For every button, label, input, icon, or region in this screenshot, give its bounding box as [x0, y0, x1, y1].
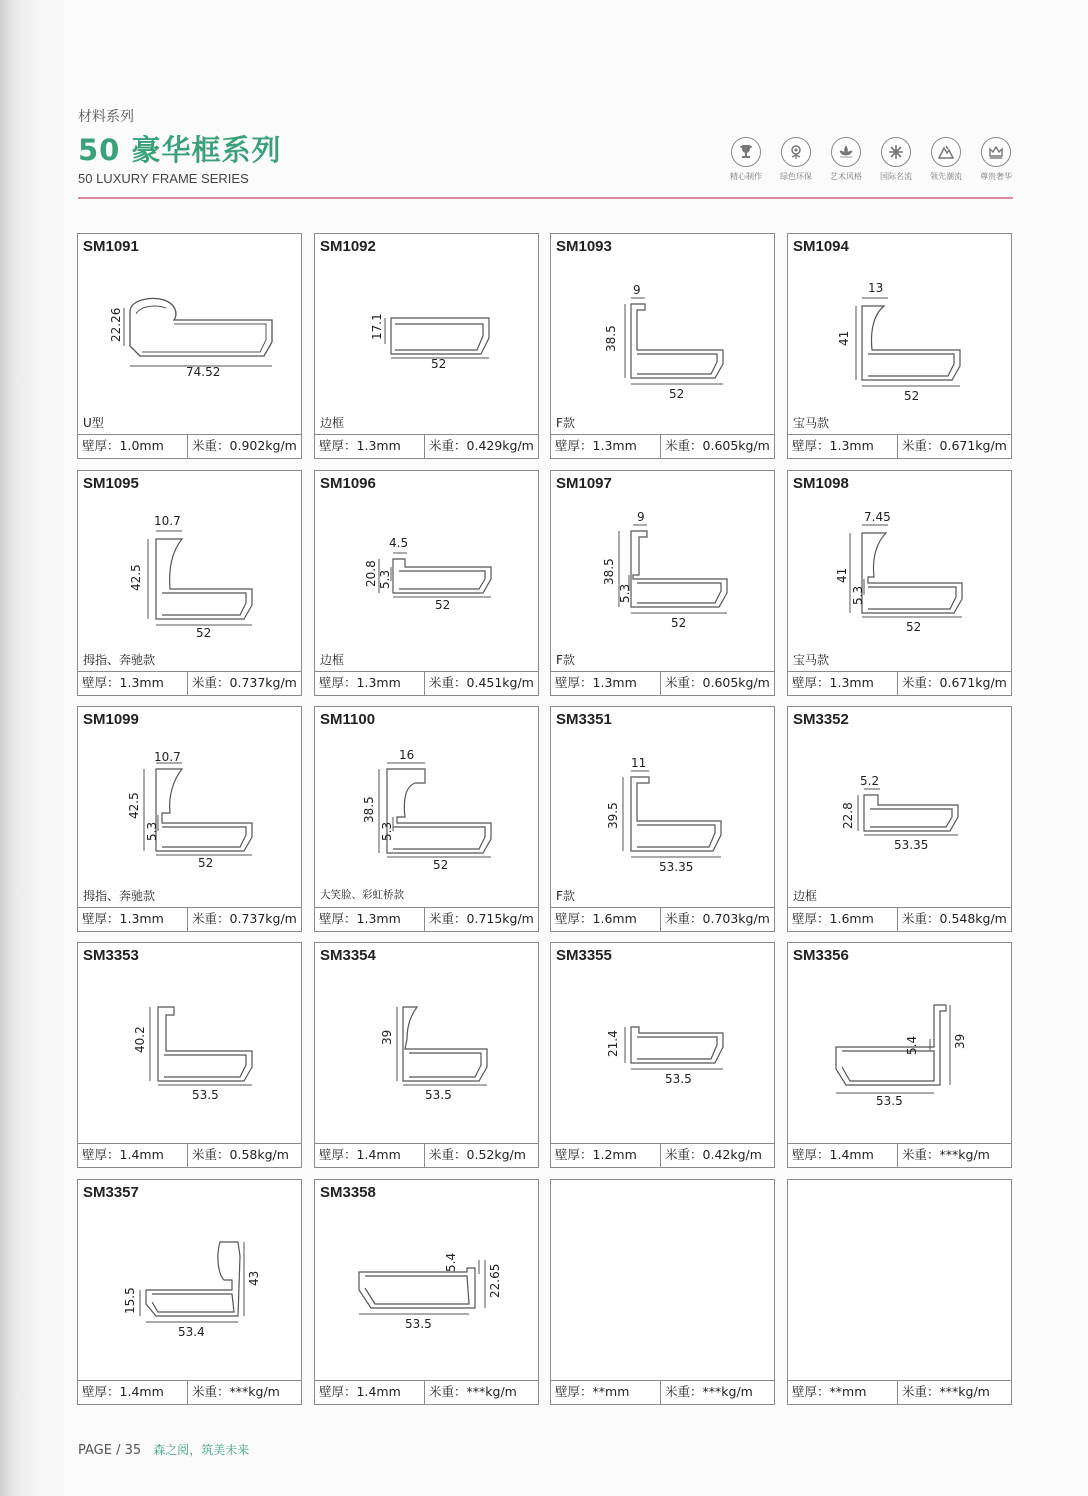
dim-height-small: 5.3: [380, 821, 394, 841]
profile-diagram: [315, 707, 538, 907]
dim-height-small: 5.3: [851, 585, 865, 605]
dim-height: 22.65: [488, 1263, 502, 1298]
slogan: 森之阅，筑美未来: [153, 1443, 250, 1457]
meter-weight: 0.548kg/m: [939, 911, 1007, 926]
meter-weight: 0.605kg/m: [702, 438, 770, 453]
wall-thickness: 1.3mm: [119, 675, 164, 690]
meter-weight: 0.42kg/m: [702, 1147, 762, 1162]
spec-row: 壁厚：**mm 米重：***kg/m: [551, 1380, 774, 1404]
product-type: 边框: [320, 416, 345, 430]
product-card: [314, 233, 539, 459]
dim-height: 42.5: [129, 564, 143, 591]
dim-top: 11: [631, 756, 647, 770]
spec-row: 壁厚：1.6mm 米重：0.548kg/m: [788, 907, 1011, 931]
product-code: SM3358: [320, 1184, 376, 1201]
product-type: F款: [556, 416, 575, 430]
profile-diagram: [315, 234, 538, 434]
meter-weight: 0.715kg/m: [466, 911, 534, 926]
spec-row: 壁厚：1.3mm 米重：0.605kg/m: [551, 671, 774, 695]
feature-item: 艺术风格: [822, 137, 870, 182]
dim-height: 38.5: [362, 796, 376, 823]
product-card: [787, 706, 1012, 932]
wall-thickness: 1.4mm: [119, 1147, 164, 1162]
dim-height: 39: [953, 1033, 967, 1049]
dim-width: 52: [671, 616, 687, 630]
wall-thickness: 1.4mm: [356, 1384, 401, 1399]
dim-height-small: 15.5: [123, 1287, 137, 1314]
dim-height-small: 5.3: [618, 583, 632, 603]
spec-row: 壁厚：1.3mm 米重：0.671kg/m: [788, 671, 1011, 695]
product-code: SM3353: [83, 947, 139, 964]
product-type: F款: [556, 889, 575, 903]
wall-thickness: **mm: [829, 1384, 867, 1399]
product-type: 宝马款: [793, 416, 830, 430]
wall-thickness: 1.0mm: [119, 438, 164, 453]
product-card: [550, 706, 775, 932]
product-code: SM1098: [793, 475, 849, 492]
dim-width: 52: [431, 357, 447, 371]
spec-row: 壁厚：1.3mm 米重：0.737kg/m: [78, 907, 301, 931]
spec-row: 壁厚：1.3mm 米重：0.429kg/m: [315, 434, 538, 458]
dim-width: 52: [433, 858, 449, 872]
wall-thickness: 1.3mm: [592, 675, 637, 690]
dim-width: 53.35: [894, 838, 929, 852]
dim-width: 52: [435, 598, 451, 612]
dim-height-small: 5.4: [905, 1035, 919, 1055]
dim-height: 42.5: [127, 792, 141, 819]
crown-icon: [987, 143, 1005, 161]
profile-diagram: [788, 943, 1011, 1143]
dim-height: 17.1: [370, 313, 384, 340]
wall-thickness: 1.4mm: [356, 1147, 401, 1162]
product-code: SM3357: [83, 1184, 139, 1201]
dim-height: 41: [837, 330, 851, 346]
meter-weight: 0.671kg/m: [939, 675, 1007, 690]
spec-row: 壁厚：1.0mm 米重：0.902kg/m: [78, 434, 301, 458]
dim-height: 38.5: [602, 558, 616, 585]
product-card: [787, 233, 1012, 459]
dim-top: 10.7: [154, 514, 181, 528]
product-type: 边框: [793, 889, 818, 903]
profile-diagram: [78, 471, 301, 671]
meter-weight: 0.703kg/m: [702, 911, 770, 926]
profile-diagram: [551, 471, 774, 671]
dim-height: 22.26: [109, 307, 123, 342]
product-code: SM3355: [556, 947, 612, 964]
meter-weight: 0.737kg/m: [229, 911, 297, 926]
dim-width: 53.5: [192, 1088, 219, 1102]
dim-width: 53.5: [665, 1072, 692, 1086]
product-card: [787, 942, 1012, 1168]
product-code: SM1100: [320, 711, 376, 728]
dim-height: 21.4: [606, 1030, 620, 1057]
page-number: PAGE / 35: [78, 1443, 142, 1458]
spec-row: 壁厚：1.4mm 米重：***kg/m: [788, 1143, 1011, 1167]
product-card: [77, 233, 302, 459]
dim-width: 53.5: [405, 1317, 432, 1331]
meter-weight: ***kg/m: [939, 1384, 990, 1399]
product-card: [314, 1179, 539, 1405]
wall-thickness: 1.3mm: [829, 675, 874, 690]
profile-diagram: [551, 943, 774, 1143]
product-card: [77, 942, 302, 1168]
product-code: SM1091: [83, 238, 139, 255]
meter-weight: ***kg/m: [229, 1384, 280, 1399]
dim-height: 20.8: [364, 560, 378, 587]
dim-width: 53.4: [178, 1325, 205, 1339]
dim-height: 22.8: [841, 802, 855, 829]
meter-weight: ***kg/m: [466, 1384, 517, 1399]
wall-thickness: 1.6mm: [829, 911, 874, 926]
profile-diagram: [315, 471, 538, 671]
dim-width: 52: [198, 856, 214, 870]
product-type: F款: [556, 653, 575, 667]
dim-height: 40.2: [133, 1026, 147, 1053]
spec-row: 壁厚：1.6mm 米重：0.703kg/m: [551, 907, 774, 931]
dim-width: 53.5: [425, 1088, 452, 1102]
dim-top: 16: [399, 748, 415, 762]
product-code: SM1097: [556, 475, 612, 492]
dim-height-small: 5.4: [444, 1252, 458, 1272]
profile-diagram: [315, 1180, 538, 1380]
dim-height: 41: [835, 567, 849, 583]
dim-width: 52: [906, 620, 922, 634]
profile-diagram: [788, 471, 1011, 671]
profile-diagram: [78, 943, 301, 1143]
product-card: [77, 706, 302, 932]
product-card: [550, 1179, 775, 1405]
wall-thickness: 1.3mm: [356, 438, 401, 453]
feature-item: 尊贵奢华: [972, 137, 1020, 182]
meter-weight: 0.58kg/m: [229, 1147, 289, 1162]
product-code: SM1094: [793, 238, 849, 255]
dim-width: 74.52: [186, 365, 221, 379]
feature-item: 领先潮流: [922, 137, 970, 182]
dim-width: 52: [196, 626, 212, 640]
product-card: [314, 942, 539, 1168]
product-code: SM1092: [320, 238, 376, 255]
dim-height: 38.5: [604, 325, 618, 352]
profile-diagram: [551, 234, 774, 434]
meter-weight: 0.737kg/m: [229, 675, 297, 690]
dim-height: 39.5: [606, 802, 620, 829]
product-card: [550, 233, 775, 459]
wall-thickness: 1.3mm: [829, 438, 874, 453]
page-title-english: 50 LUXURY FRAME SERIES: [78, 171, 249, 186]
product-code: SM1095: [83, 475, 139, 492]
dim-top: 9: [633, 283, 641, 297]
profile-diagram: [788, 707, 1011, 907]
product-type: 边框: [320, 653, 345, 667]
wall-thickness: 1.4mm: [829, 1147, 874, 1162]
dim-top: 4.5: [389, 536, 409, 550]
product-card: [787, 1179, 1012, 1405]
dim-height-small: 5.3: [145, 821, 159, 841]
spec-row: 壁厚：1.4mm 米重：***kg/m: [78, 1380, 301, 1404]
wall-thickness: 1.3mm: [119, 911, 164, 926]
wall-thickness: 1.3mm: [592, 438, 637, 453]
product-code: SM1093: [556, 238, 612, 255]
wall-thickness: **mm: [592, 1384, 630, 1399]
product-code: SM3354: [320, 947, 376, 964]
dim-width: 52: [669, 387, 685, 401]
feature-item: 国际名流: [872, 137, 920, 182]
product-card: [314, 470, 539, 696]
profile-diagram: [78, 707, 301, 907]
dim-top: 7.45: [864, 510, 891, 524]
snowflake-pattern-icon: [887, 143, 905, 161]
meter-weight: ***kg/m: [939, 1147, 990, 1162]
product-card: [787, 470, 1012, 696]
spec-row: 壁厚：**mm 米重：***kg/m: [788, 1380, 1011, 1404]
profile-diagram: [78, 1180, 301, 1380]
profile-diagram: [551, 707, 774, 907]
product-card: [77, 470, 302, 696]
feature-icons: [722, 137, 1014, 187]
product-card: [550, 470, 775, 696]
product-card: [550, 942, 775, 1168]
leaf-flower-icon: [787, 143, 805, 161]
wall-thickness: 1.4mm: [119, 1384, 164, 1399]
page-title: 50 豪华框系列: [78, 133, 282, 167]
meter-weight: ***kg/m: [702, 1384, 753, 1399]
spec-row: 壁厚：1.3mm 米重：0.715kg/m: [315, 907, 538, 931]
profile-diagram: [788, 234, 1011, 434]
mountain-icon: [937, 143, 955, 161]
profile-diagram: [315, 943, 538, 1143]
spec-row: 壁厚：1.3mm 米重：0.671kg/m: [788, 434, 1011, 458]
meter-weight: 0.902kg/m: [229, 438, 297, 453]
dim-width: 53.5: [876, 1094, 903, 1108]
product-type: U型: [83, 416, 104, 430]
trophy-icon: [737, 143, 755, 161]
spec-row: 壁厚：1.2mm 米重：0.42kg/m: [551, 1143, 774, 1167]
dim-height: 39: [380, 1029, 394, 1045]
feature-item: 绿色环保: [772, 137, 820, 182]
feature-item: 精心制作: [722, 137, 770, 182]
dim-width: 53.35: [659, 860, 694, 874]
wall-thickness: 1.6mm: [592, 911, 637, 926]
product-code: SM3356: [793, 947, 849, 964]
wall-thickness: 1.3mm: [356, 675, 401, 690]
product-code: SM3351: [556, 711, 612, 728]
dim-width: 52: [904, 389, 920, 403]
spec-row: 壁厚：1.3mm 米重：0.737kg/m: [78, 671, 301, 695]
meter-weight: 0.451kg/m: [466, 675, 534, 690]
product-card: [314, 706, 539, 932]
product-code: SM1096: [320, 475, 376, 492]
spec-row: 壁厚：1.4mm 米重：0.58kg/m: [78, 1143, 301, 1167]
product-type: 拇指、奔驰款: [83, 653, 156, 667]
header-divider: [78, 197, 1013, 199]
meter-weight: 0.605kg/m: [702, 675, 770, 690]
product-type: 拇指、奔驰款: [83, 889, 156, 903]
spec-row: 壁厚：1.4mm 米重：***kg/m: [315, 1380, 538, 1404]
page-footer: [78, 1441, 249, 1458]
wall-thickness: 1.2mm: [592, 1147, 637, 1162]
meter-weight: 0.52kg/m: [466, 1147, 526, 1162]
dim-top: 13: [868, 281, 884, 295]
lotus-icon: [837, 143, 855, 161]
dim-top: 10.7: [154, 750, 181, 764]
dim-top: 9: [637, 510, 645, 524]
series-subtitle: 材料系列: [78, 109, 134, 125]
spec-row: 壁厚：1.4mm 米重：0.52kg/m: [315, 1143, 538, 1167]
product-type: 大笑脸、彩虹桥款: [320, 889, 404, 901]
dim-height: 43: [247, 1270, 261, 1286]
meter-weight: 0.671kg/m: [939, 438, 1007, 453]
product-card: [77, 1179, 302, 1405]
product-type: 宝马款: [793, 653, 830, 667]
meter-weight: 0.429kg/m: [466, 438, 534, 453]
product-code: SM3352: [793, 711, 849, 728]
dim-height-small: 5.3: [378, 569, 392, 589]
spec-row: 壁厚：1.3mm 米重：0.605kg/m: [551, 434, 774, 458]
product-code: SM1099: [83, 711, 139, 728]
spec-row: 壁厚：1.3mm 米重：0.451kg/m: [315, 671, 538, 695]
dim-top: 5.2: [860, 774, 880, 788]
profile-diagram: [78, 234, 301, 434]
wall-thickness: 1.3mm: [356, 911, 401, 926]
